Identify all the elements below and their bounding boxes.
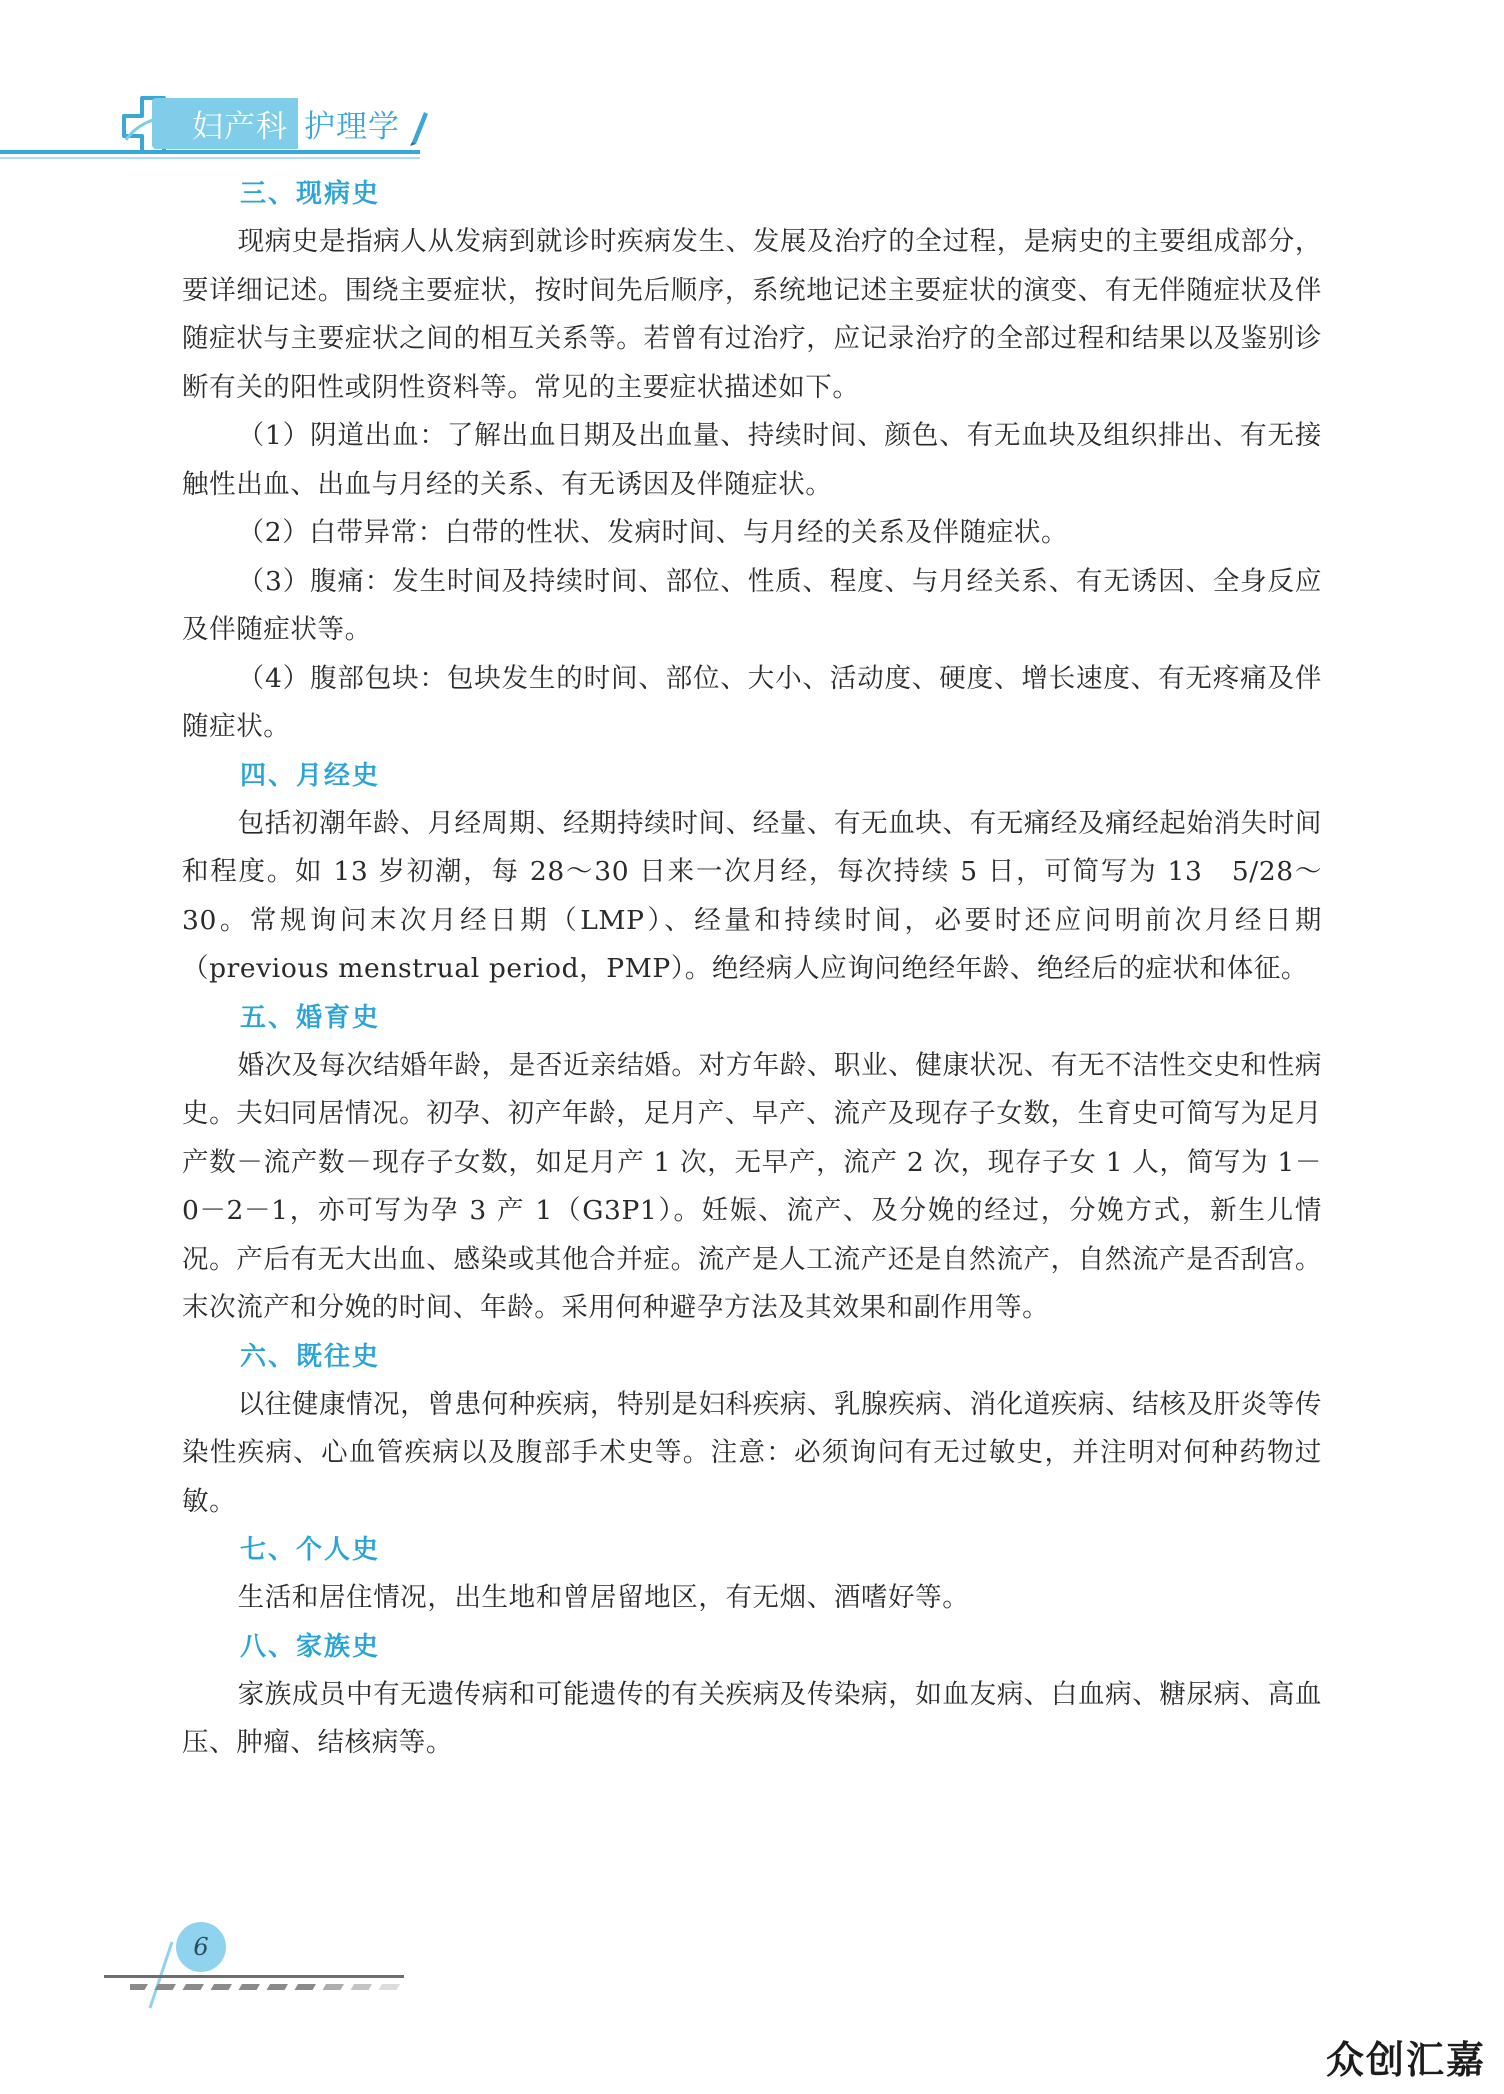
page-body (182, 170, 1322, 1768)
book-title-part2: 护理学 (304, 108, 400, 145)
header-rule-thin (0, 157, 420, 159)
section-heading-personal-history: 七、个人史 (240, 1535, 381, 1565)
section-heading-family-history: 八、家族史 (240, 1631, 381, 1662)
paragraph: 婚次及每次结婚年龄，是否近亲结婚。对方年龄、职业、健康状况、有无不洁性交史和性病史。夫妇同居情况。初孕、初产年龄，足月产、早产、流产及现存子女数，生育史可简写为足月产数－流产数－现存子女数，如足月产 1 次，无早产，流产 2 次，现存子女 1 人，简写为 1－0－2－1，亦可写为孕 3 产 1（G3P1）。妊娠、流产、及分娩的经过，分娩方式，新生儿情况。产后有无大出血、感染或其他合并症。流产是人工流产还是自然流产，自然流产是否刮宫。末次流产和分娩的时间、年龄。采用何种避孕方法及其效果和副作用等。 (182, 1049, 1322, 1323)
paragraph: 以往健康情况，曾患何种疾病，特别是妇科疾病、乳腺疾病、消化道疾病、结核及肝炎等传染性疾病、心血管疾病以及腹部手术史等。注意：必须询问有无过敏史，并注明对何种药物过敏。 (182, 1388, 1322, 1517)
paragraph: （3）腹痛：发生时间及持续时间、部位、性质、程度、与月经关系、有无诱因、全身反应及伴随症状等。 (182, 565, 1322, 645)
page-footer (0, 1900, 600, 2010)
running-header (0, 92, 1504, 162)
paragraph: 现病史是指病人从发病到就诊时疾病发生、发展及治疗的全过程，是病史的主要组成部分，要详细记述。围绕主要症状，按时间先后顺序，系统地记述主要症状的演变、有无伴随症状及伴随症状与主要症状之间的相互关系等。若曾有过治疗，应记录治疗的全部过程和结果以及鉴别诊断有关的阳性或阴性资料等。常见的主要症状描述如下。 (182, 226, 1322, 403)
section-heading-past-history: 六、既往史 (240, 1341, 381, 1372)
paragraph: 家族成员中有无遗传病和可能遗传的有关疾病及传染病，如血友病、白血病、糖尿病、高血压、肿瘤、结核病等。 (182, 1678, 1322, 1758)
footer-dash-decoration (130, 1984, 410, 1992)
paragraph: （2）白带异常：白带的性状、发病时间、与月经的关系及伴随症状。 (237, 517, 1069, 548)
header-rule (0, 150, 420, 154)
paragraph: 包括初潮年龄、月经周期、经期持续时间、经量、有无血块、有无痛经及痛经起始消失时间和程度。如 13 岁初潮，每 28～30 日来一次月经，每次持续 5 日，可简写为 13 5/28～30。常规询问末次月经日期（LMP）、经量和持续时间，必要时还应问明前次月经日期（previous menstrual period，PMP）。绝经病人应询问绝经年龄、绝经后的症状和体征。 (182, 807, 1322, 984)
section-heading-menstrual-history: 四、月经史 (240, 760, 381, 791)
paragraph: （1）阴道出血：了解出血日期及出血量、持续时间、颜色、有无血块及组织排出、有无接触性出血、出血与月经的关系、有无诱因及伴随症状。 (182, 420, 1322, 500)
pen-icon (404, 106, 430, 146)
book-title-part1: 妇产科 (152, 98, 298, 149)
paragraph: 生活和居住情况，出生地和曾居留地区，有无烟、酒嗜好等。 (237, 1582, 970, 1613)
book-title (152, 98, 406, 148)
section-heading-marital-history: 五、婚育史 (240, 1002, 381, 1033)
page-number: 6 (176, 1922, 226, 1972)
paragraph: （4）腹部包块：包块发生的时间、部位、大小、活动度、硬度、增长速度、有无疼痛及伴随症状。 (182, 662, 1322, 742)
watermark: 众创汇嘉 (1325, 2038, 1486, 2082)
section-heading-present-illness: 三、现病史 (240, 179, 381, 209)
footer-rule (104, 1975, 404, 1978)
